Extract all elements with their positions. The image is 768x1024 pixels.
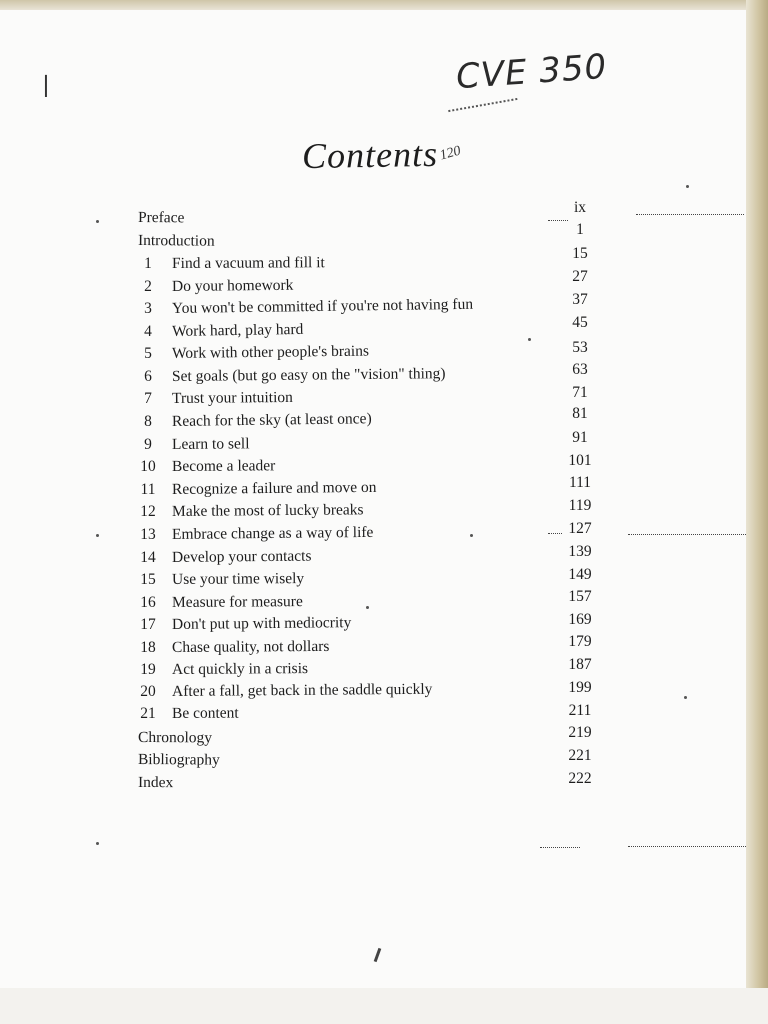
toc-entry-title: After a fall, get back in the saddle quickly xyxy=(171,680,433,700)
toc-entry-page: 222 xyxy=(568,770,592,787)
page-title: Contents xyxy=(301,133,439,177)
toc-entry-title: Work with other people's brains xyxy=(171,342,370,362)
dot-leader xyxy=(628,846,746,848)
toc-entry-page: 179 xyxy=(568,633,592,650)
toc-entry-title: Be content xyxy=(171,704,239,722)
toc-entry-title: Measure for measure xyxy=(171,593,303,611)
toc-entry-title: Work hard, play hard xyxy=(171,320,304,340)
chapter-number: 16 xyxy=(140,594,156,611)
chapter-number: 4 xyxy=(144,323,152,340)
toc-entry-title: Recognize a failure and move on xyxy=(171,478,377,498)
chapter-number: 7 xyxy=(144,390,152,407)
chapter-number: 14 xyxy=(140,549,156,566)
chapter-number: 8 xyxy=(144,413,152,430)
scan-speck xyxy=(470,534,473,537)
toc-entry-title: Bibliography xyxy=(137,751,220,769)
toc-entry-page: 221 xyxy=(568,747,592,764)
scan-speck xyxy=(96,534,99,537)
toc-entry-page: 81 xyxy=(572,405,588,422)
toc-entry-title: Chase quality, not dollars xyxy=(171,637,330,656)
toc-entry-title: Develop your contacts xyxy=(171,547,312,566)
toc-entry-page: 157 xyxy=(568,588,592,605)
paper-right-edge xyxy=(746,0,768,990)
chapter-number: 1 xyxy=(144,255,152,272)
toc-entry-title: Become a leader xyxy=(171,457,276,475)
scan-speck xyxy=(96,220,99,223)
toc-entry-page: 101 xyxy=(568,452,592,469)
toc-entry-title: Index xyxy=(137,774,174,792)
toc-entry-page: 139 xyxy=(568,543,592,560)
chapter-number: 17 xyxy=(140,616,156,633)
chapter-number: 2 xyxy=(144,278,152,295)
toc-entry-title: Trust your intuition xyxy=(171,388,293,407)
dot-leader xyxy=(548,220,568,222)
toc-entry-page: 149 xyxy=(568,566,592,583)
toc-entry-page: 63 xyxy=(572,361,588,378)
toc-entry-page: 37 xyxy=(572,291,588,308)
toc-entry-title: You won't be committed if you're not having fun xyxy=(171,295,474,317)
toc-entry-title: Learn to sell xyxy=(171,435,250,453)
chapter-number: 15 xyxy=(140,571,156,588)
chapter-number: 6 xyxy=(144,368,152,385)
toc-entry-title: Act quickly in a crisis xyxy=(171,660,309,678)
toc-entry-page: 27 xyxy=(572,268,588,285)
chapter-number: 20 xyxy=(140,683,156,700)
toc-entry-page: 219 xyxy=(568,724,592,741)
scan-speck xyxy=(684,696,687,699)
toc-entry-title: Chronology xyxy=(137,729,213,747)
chapter-number: 18 xyxy=(140,639,156,656)
chapter-number: 10 xyxy=(140,458,156,475)
chapter-number: 12 xyxy=(140,503,156,520)
chapter-number: 9 xyxy=(144,436,152,453)
chapter-number: 5 xyxy=(144,345,152,362)
chapter-number: 19 xyxy=(140,661,156,678)
chapter-number: 11 xyxy=(140,481,156,498)
scan-speck xyxy=(366,606,369,609)
toc-entry-title: Don't put up with mediocrity xyxy=(171,614,352,633)
toc-entry-page: 15 xyxy=(572,245,588,262)
scan-speck xyxy=(528,338,531,341)
toc-entry-page: 199 xyxy=(568,679,592,696)
dot-leader xyxy=(548,533,562,535)
toc-entry-title: Use your time wisely xyxy=(171,570,305,588)
page-mark: I xyxy=(44,70,48,105)
toc-entry-page: ix xyxy=(573,199,587,216)
toc-entry-page: 211 xyxy=(568,702,592,719)
toc-entry-title: Preface xyxy=(137,209,185,227)
toc-entry-title: Reach for the sky (at least once) xyxy=(171,410,372,430)
scan-bottom-margin xyxy=(0,988,768,1024)
dot-leader xyxy=(636,214,744,216)
toc-entry-title: Find a vacuum and fill it xyxy=(171,254,325,272)
toc-entry-page: 187 xyxy=(568,656,592,673)
toc-entry-page: 71 xyxy=(572,384,588,401)
toc-entry-title: Set goals (but go easy on the "vision" thing) xyxy=(171,365,446,385)
toc-entry-title: Embrace change as a way of life xyxy=(171,523,374,543)
scan-speck xyxy=(686,185,689,188)
toc-entry-page: 1 xyxy=(576,221,584,238)
toc-entry-page: 119 xyxy=(568,497,592,514)
toc-entry-page: 111 xyxy=(568,474,592,491)
chapter-number: 3 xyxy=(144,300,152,317)
handwritten-course-code: CVE 350 xyxy=(454,46,609,98)
toc-entry-page: 45 xyxy=(572,314,588,331)
toc-entry-page: 169 xyxy=(568,611,592,628)
dot-leader xyxy=(628,534,746,536)
scan-speck xyxy=(96,842,99,845)
toc-entry-page: 127 xyxy=(568,520,592,537)
toc-entry-page: 91 xyxy=(572,429,588,446)
toc-entry-title: Introduction xyxy=(137,232,215,250)
chapter-number: 21 xyxy=(140,705,156,722)
chapter-number: 13 xyxy=(140,526,156,543)
dot-leader xyxy=(540,847,580,849)
handwritten-note: 120 xyxy=(438,143,463,164)
toc-entry-title: Do your homework xyxy=(171,276,294,295)
toc-entry-title: Make the most of lucky breaks xyxy=(171,501,364,520)
toc-entry-page: 53 xyxy=(572,339,588,356)
